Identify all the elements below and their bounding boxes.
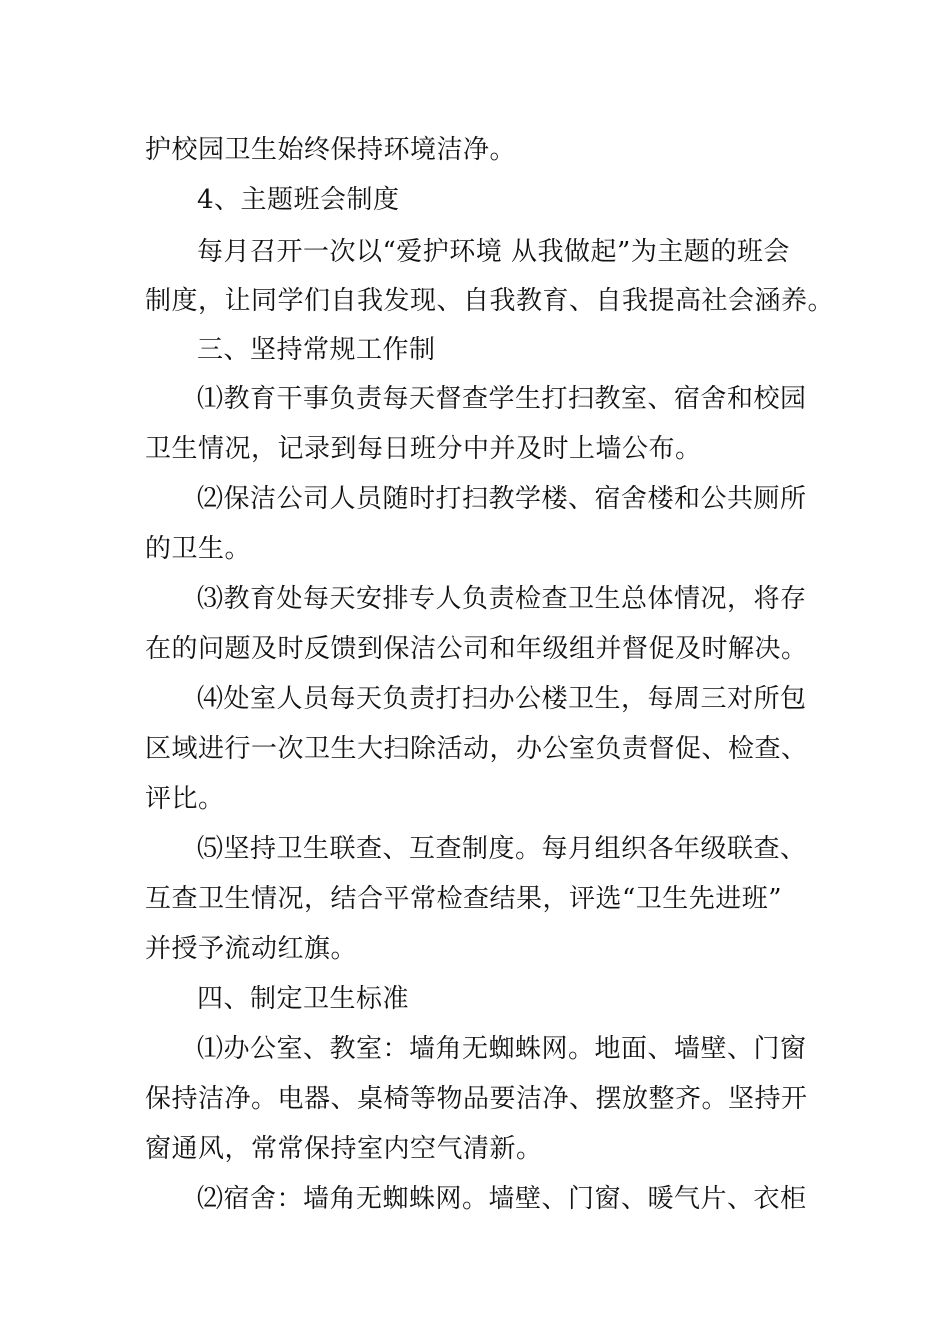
list-item-line: 卫生情况，记录到每日班分中并及时上墙公布。 bbox=[145, 434, 702, 464]
list-item-line: ⑴办公室、教室：墙角无蜘蛛网。地面、墙壁、门窗 bbox=[197, 1034, 807, 1064]
list-item-line: 在的问题及时反馈到保洁公司和年级组并督促及时解决。 bbox=[145, 634, 808, 664]
list-item-line: ⑸坚持卫生联查、互查制度。每月组织各年级联查、 bbox=[197, 834, 807, 864]
list-item-line: ⑶教育处每天安排专人负责检查卫生总体情况，将存 bbox=[197, 584, 807, 614]
list-item-line: 保持洁净。电器、桌椅等物品要洁净、摆放整齐。坚持开 bbox=[145, 1084, 808, 1114]
paragraph-continuation-line: 护校园卫生始终保持环境洁净。 bbox=[145, 135, 517, 165]
paragraph-line: 每月召开一次以“爱护环境 从我做起”为主题的班会 bbox=[197, 237, 790, 267]
section-heading-hygiene-standards: 四、制定卫生标准 bbox=[197, 984, 410, 1014]
list-item-line: ⑵保洁公司人员随时打扫教学楼、宿舍楼和公共厕所 bbox=[197, 484, 807, 514]
list-item-line: 区域进行一次卫生大扫除活动，办公室负责督促、检查、 bbox=[145, 734, 808, 764]
list-item-line: 的卫生。 bbox=[145, 534, 252, 564]
section-heading-class-meeting: 4、主题班会制度 bbox=[197, 185, 400, 215]
list-item-line: 窗通风，常常保持室内空气清新。 bbox=[145, 1134, 543, 1164]
list-item-line: 评比。 bbox=[145, 784, 225, 814]
list-item-line: ⑴教育干事负责每天督查学生打扫教室、宿舍和校园 bbox=[197, 384, 807, 414]
paragraph-line: 制度，让同学们自我发现、自我教育、自我提高社会涵养。 bbox=[145, 286, 835, 316]
list-item-line: ⑵宿舍：墙角无蜘蛛网。墙壁、门窗、暖气片、衣柜 bbox=[197, 1184, 807, 1214]
section-heading-routine-work: 三、坚持常规工作制 bbox=[197, 335, 436, 365]
list-item-line: 并授予流动红旗。 bbox=[145, 934, 358, 964]
list-item-line: ⑷处室人员每天负责打扫办公楼卫生，每周三对所包 bbox=[197, 684, 807, 714]
list-item-line: 互查卫生情况，结合平常检查结果，评选“卫生先进班” bbox=[145, 884, 783, 914]
